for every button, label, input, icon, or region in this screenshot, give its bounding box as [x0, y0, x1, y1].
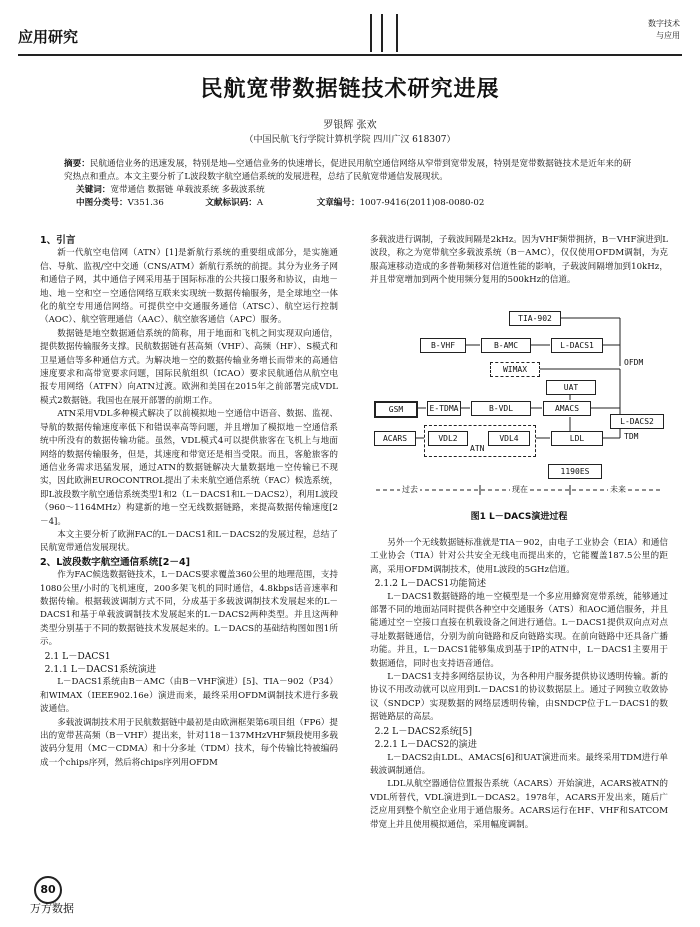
page-number: 80 [34, 876, 62, 904]
paragraph-3: ATN采用VDL多种模式解决了以前模拟地－空通信中语音、数据、监视、导航的数据传输速度率低下和错误率高等问题，并且增加了模拟地－空通信系统中所没有的数据传输功能。虽然，VDL模式4可以提供旅客在飞机上与地面网络的数据传输服务，但是，其速度和带宽还是相当受限。而且，客舱旅客的通信业务需求迅猛发展，通过ATN的数据链解决大量数据地－空传输已不现实，因此欧洲EUROCONTROL提出了未来航空通信系统（FAC）候选系统，即L波段数字航空通信系统类型1和2（L－DACS1和L－DACS2），利用L波段（960～1164MHz）构建新的地－空无线数据链路，来提高数据传输速度[2－4]。 [40, 409, 338, 527]
label-now: 现在 [512, 485, 528, 494]
journal-name [648, 18, 680, 42]
right-column-bottom [370, 537, 668, 832]
section-2-1-1-heading: 2.1.1 L－DACS1系统演进 [44, 664, 157, 675]
journal-name-line1: 数字技术 [648, 19, 680, 28]
label-atn: ATN [470, 444, 485, 453]
paragraph-6: L－DACS1系统由B－AMC（由B－VHF演进）[5]、TIA－902（P34）和WIMAX（IEEE902.16e）演进而来，最终采用OFDM调制技术进行多载波通信。 [40, 677, 338, 715]
box-vdl4: VDL4 [488, 431, 530, 446]
doccode-value: A [256, 198, 264, 208]
keywords-label: 关键词： [76, 185, 111, 195]
box-vdl2: VDL2 [428, 431, 468, 446]
paragraph-13: LDL从航空器通信位置报告系统（ACARS）开始演进，ACARS被ATN的VDL所替代，VDL演进到L－DCAS2。1978年，ACARS开发出来，随后广泛应用到整个航空企业用于通信服务。ACARS运行在HF、VHF和SATCOM带宽上并且使用模拟通信，采用幅度调制。 [370, 779, 668, 830]
doccode-label: 文献标识码： [205, 198, 257, 208]
section-1-heading: 1、引言 [40, 235, 76, 246]
keywords [76, 184, 639, 197]
section-2-heading: 2、L波段数字航空通信系统[2－4] [40, 556, 191, 568]
paragraph-1: 新一代航空电信网（ATN）[1]是新航行系统的重要组成部分，是实施通信、导航、监视/空中交通（CNS/ATM）新航行系统的前提。其分为业务子网和通信子网，其中通信子网采用基于国际标准的公共接口服务和协议，由地－地、地－空和空－空通信网络互联来实现统一数据传输服务，是全球地空一体化的航空专用通信网络。可提供空中交通服务通信（ATSC）、航空运行控制（AOC）、航空管理通信（AAC）、航空旅客通信（APC）服务。 [40, 248, 338, 326]
watermark: 万方数据 [30, 902, 74, 915]
paragraph-4: 本文主要分析了欧洲FAC的L－DACS1和L－DACS2的发展过程，总结了民航宽带通信发展现状。 [40, 529, 338, 554]
box-acars: ACARS [374, 431, 416, 446]
article-affiliation: （中国民航飞行学院计算机学院 四川广汉 618307） [244, 135, 456, 145]
paragraph-2: 数据链是地空数据通信系统的简称，用于地面和飞机之间实现双向通信，提供数据传输服务支撑。民航数据链有甚高频（VHF）、高频（HF）、S模式和卫星通信等多种通信方式。为解决地－空的数据传输业务增长而带来的高通信速度要求和高带宽要求问题，国际民航组织（ICAO）要求民航通信从航空电报专用网络（ATFN）向ATN过渡。欧洲和美国在2015年之前部署完成VDL模式2数据链。我国也在展开部署的前期工作。 [40, 328, 338, 406]
section-tag: 应用研究 [18, 28, 79, 46]
left-column [40, 234, 338, 770]
abstract [64, 158, 639, 184]
article-title: 民航宽带数据链技术研究进展 [200, 77, 500, 102]
box-bamc: B-AMC [481, 338, 531, 353]
abstract-text: 民航通信业务的迅速发展，特别是地—空通信业务的快速增长，促进民用航空通信网络从窄带到宽带发展，特别是宽带数据链技术是近年来的研究热点和重点。本文主要分析了L波段数字航空通信系统的发展进程，总结了民航宽带通信发展现状。 [64, 159, 632, 182]
box-1190es: 1190ES [548, 464, 602, 479]
section-2-2-1-heading: 2.2.1 L－DACS2的演进 [374, 739, 477, 751]
label-tdm: TDM [624, 432, 639, 441]
paragraph-9: 另外一个无线数据链标准就是TIA－902，由电子工业协会（EIA）和通信工业协会（TIA）针对公共安全无线电而提出来的，它能覆盖187.5公里的距离，采用OFDM调制技术，使用L波段的5GHz信道。 [370, 538, 668, 575]
section-2-1-2-heading: 2.1.2 L－DACS1功能简述 [374, 578, 487, 590]
figure-1 [370, 306, 668, 524]
label-future: 未来 [610, 485, 626, 494]
box-ldacs2: L-DACS2 [610, 414, 664, 429]
box-bvdl: B-VDL [471, 401, 531, 416]
classification-line [76, 197, 639, 210]
clc-value: V351.36 [127, 198, 164, 208]
header-logo-bars [370, 14, 398, 52]
right-column-top [370, 234, 668, 288]
figure-caption: 图1 L－DACS演进过程 [470, 512, 568, 522]
clc-label: 中图分类号： [76, 198, 128, 208]
abstract-block [64, 158, 639, 210]
paragraph-8: 多载波进行调制，子载波间隔是2kHz。因为VHF频带拥挤，B－VHF演进到L波段，称之为宽带航空多载波系统（B－AMC），仅仅使用OFDM调制，为克服高速移动造成的多普勒频移对信道性能的影响，子载波间隔增加到10kHz，并且带宽增加到两个使用频分复用的500kHz的信道。 [370, 235, 668, 286]
journal-name-line2: 与应用 [656, 31, 680, 40]
box-amacs: AMACS [543, 401, 591, 416]
label-ofdm: OFDM [624, 358, 644, 367]
section-2-2-heading: 2.2 L－DACS2系统[5] [374, 725, 472, 737]
paragraph-12: L－DACS2由LDL、AMACS[6]和UAT演进而来。最终采用TDM进行单载波调制通信。 [370, 752, 668, 776]
paragraph-5: 作为FAC候选数据链技术，L－DACS要求覆盖360公里的地理范围，支持1080公里/小时的飞机速度，200多架飞机的同时通信，4.8kbps话音速率和数据传输。根据载波调制方式不同，分成基于多载波调制技术发展起来的L－DACS1和基于单载波调制技术发展起来的L－DACS2两种类型。并且这两种类型分别基于不同的数据链技术发展起来的。L－DACS的基础结构图如图1所示。 [40, 570, 338, 648]
articleno-value: 1007-9416(2011)08-0080-02 [359, 198, 485, 208]
box-gsm: GSM [374, 401, 418, 418]
article-authors: 罗银辉 张欢 [323, 120, 377, 131]
label-past: 过去 [402, 485, 418, 494]
box-uat: UAT [546, 380, 596, 395]
keywords-text: 宽带通信 数据链 单载波系统 多载波系统 [110, 185, 265, 195]
paragraph-10: L－DACS1数据链路的地－空模型是一个多应用蜂窝宽带系统，能够通过部署不同的地面站同时提供各种空中交通服务（ATS）和AOC通信服务，并且能通过空－空接口直接在机载设备之间进行通信。L－DACS1提供双向点对点寻址数据链通信，分别为前向链路和反向链路实现。在前向链路中还具备广播功能。并且，L－DACS1能够集成到基于IP的ATN中，L－DACS1主要用于数据通信，同时也支持语音通信。 [370, 591, 668, 669]
box-wimax: WIMAX [490, 362, 540, 377]
paragraph-7: 多载波调制技术用于民航数据链中最初是由欧洲框架第6项目组（FP6）提出的宽带甚高频（B－VHF）提出来，针对118－137MHzVHF频段使用多载波码分复用（MC－CDMA）和十分多址（TDM）技术，每个传输比特被编码成一个chips序列，然后将chips序列用OFDM [40, 717, 338, 768]
articleno-label: 文章编号： [316, 198, 360, 208]
box-etdma: E-TDMA [427, 401, 461, 416]
box-tia902: TIA-902 [509, 311, 561, 326]
box-ldl: LDL [551, 431, 603, 446]
abstract-label: 摘要： [64, 159, 90, 169]
page-header [18, 14, 682, 56]
section-2-1-heading: 2.1 L－DACS1 [44, 650, 111, 662]
box-bvhf: B-VHF [420, 338, 466, 353]
paragraph-11: L－DACS1支持多网络层协议，为各种用户服务提供协议透明传输。新的协议不用改动就可以应用到L－DACS1的协议数据层上。通过子网独立收敛协议（SNDCP）实现数据的网络层透明传输，由SNDCP位于L－DACS1的数据链路层的高层。 [370, 672, 668, 723]
box-ldacs1: L-DACS1 [551, 338, 603, 353]
